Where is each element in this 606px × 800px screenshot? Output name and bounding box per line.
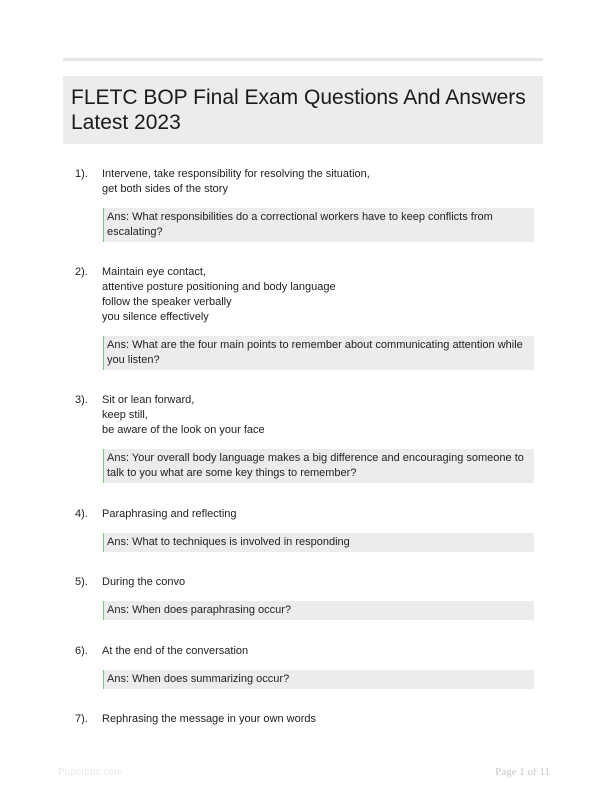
- question-box: Ans: When does paraphrasing occur?: [103, 601, 534, 620]
- answer-line: During the convo: [102, 576, 186, 588]
- answer-line: Paraphrasing and reflecting: [102, 508, 237, 520]
- item-number: 2).: [75, 266, 88, 278]
- title-banner: [63, 76, 543, 144]
- answer-line: Rephrasing the message in your own words: [102, 713, 317, 725]
- answer-text: [102, 712, 522, 727]
- answer-text: [102, 575, 522, 590]
- item-number: 5).: [75, 576, 88, 588]
- answer-line: At the end of the conversation: [102, 645, 249, 657]
- answer-text: [102, 507, 522, 522]
- footer-watermark: Paperbbc.com: [58, 767, 123, 778]
- item-number: 7).: [75, 713, 88, 725]
- answer-line: Maintain eye contact,: [102, 266, 206, 278]
- answer-text: [102, 393, 522, 438]
- item-number: 6).: [75, 645, 88, 657]
- answer-line: attentive posture positioning and body language: [102, 281, 336, 293]
- item-number: 3).: [75, 394, 88, 406]
- answer-text: [102, 167, 522, 197]
- answer-line: you silence effectively: [102, 311, 209, 323]
- item-number: 4).: [75, 508, 88, 520]
- question-box: Ans: When does summarizing occur?: [103, 670, 534, 689]
- page-title: FLETC BOP Final Exam Questions And Answers Latest 2023: [71, 86, 526, 134]
- answer-line: be aware of the look on your face: [102, 424, 265, 436]
- question-box: Ans: What responsibilities do a correctional workers have to keep conflicts from escalating?: [103, 208, 534, 242]
- item-number: 1).: [75, 168, 88, 180]
- top-divider: [63, 58, 543, 61]
- question-box: Ans: What to techniques is involved in responding: [103, 533, 534, 552]
- answer-text: [102, 644, 522, 659]
- answer-line: Sit or lean forward,: [102, 394, 195, 406]
- answer-line: Intervene, take responsibility for resolving the situation,: [102, 168, 370, 180]
- question-box: Ans: What are the four main points to remember about communicating attention while you listen?: [103, 336, 534, 370]
- answer-line: get both sides of the story: [102, 183, 228, 195]
- answer-line: keep still,: [102, 409, 148, 421]
- answer-text: [102, 265, 522, 325]
- page-number: Page 1 of 11: [495, 766, 550, 778]
- question-box: Ans: Your overall body language makes a big difference and encouraging someone to talk to you what are some key things to remember?: [103, 449, 534, 483]
- answer-line: follow the speaker verbally: [102, 296, 232, 308]
